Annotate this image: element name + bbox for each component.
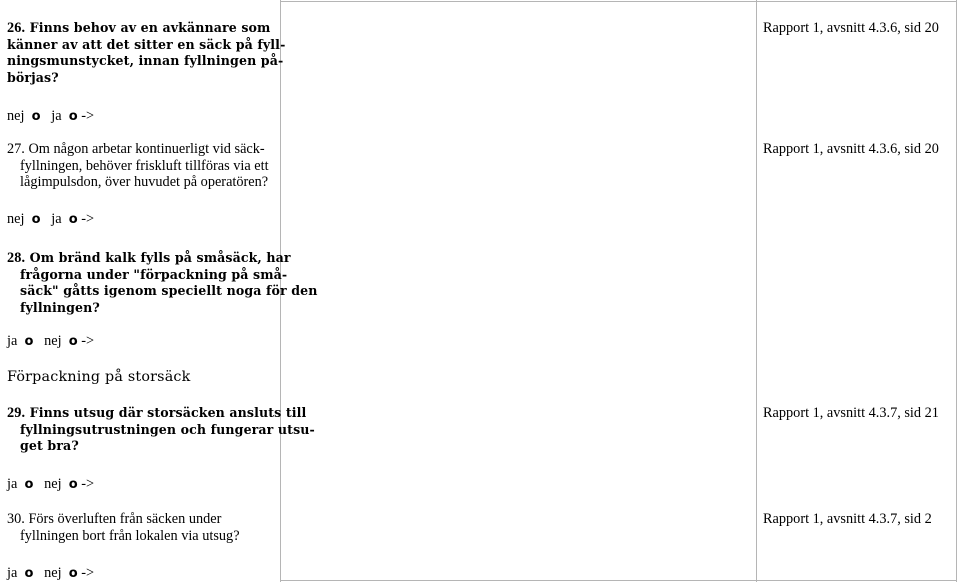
question-number: 28. — [7, 250, 26, 266]
option-label-no: nej — [44, 565, 62, 581]
option-label-yes: ja — [51, 108, 62, 124]
radio-yes[interactable]: o — [24, 477, 34, 492]
answer-options-30 — [7, 565, 94, 582]
question-30 — [7, 511, 282, 544]
question-29 — [7, 405, 315, 455]
column-divider-right — [756, 0, 757, 582]
question-text-line: ningsmunstycket, innan fyllningen på- — [7, 53, 284, 69]
question-text-line: känner av att det sitter en säck på fyll- — [7, 36, 286, 52]
question-text-line: Om bränd kalk fylls på småsäck, har — [29, 250, 291, 265]
question-28 — [7, 250, 318, 316]
table-right-border — [956, 0, 957, 582]
radio-no[interactable]: o — [31, 212, 41, 227]
question-text-line: fyllningen, behöver friskluft tillföras via ett — [20, 157, 269, 174]
question-27 — [7, 141, 282, 191]
question-text-line: Förs överluften från säcken under — [28, 511, 222, 527]
table-top-border — [280, 1, 957, 2]
option-label-no: nej — [7, 211, 25, 227]
option-label-yes: ja — [7, 333, 18, 349]
question-text-line: fyllningen bort från lokalen via utsug? — [20, 527, 240, 544]
question-number: 26. — [7, 20, 26, 36]
radio-yes[interactable]: o — [68, 212, 78, 227]
question-text-line: lågimpulsdon, över huvudet på operatören? — [20, 174, 269, 191]
question-text-line: frågorna under "förpackning på små- — [20, 266, 288, 282]
answer-options-29 — [7, 476, 94, 493]
radio-no[interactable]: o — [31, 109, 41, 124]
question-number: 27. — [7, 141, 25, 157]
arrow-marker: -> — [81, 333, 95, 349]
question-number: 30. — [7, 511, 25, 527]
question-text-line: Om någon arbetar kontinuerligt vid säck- — [28, 141, 265, 157]
radio-yes[interactable]: o — [24, 566, 34, 581]
section-heading: Förpackning på storsäck — [7, 369, 191, 385]
reference-29: Rapport 1, avsnitt 4.3.7, sid 21 — [763, 405, 939, 421]
question-text-line: Finns behov av en avkännare som — [29, 20, 271, 35]
option-label-yes: ja — [7, 565, 18, 581]
option-label-no: nej — [7, 108, 25, 124]
answer-options-26 — [7, 108, 94, 125]
question-text-line: fyllningsutrustningen och fungerar utsu- — [20, 421, 315, 437]
arrow-marker: -> — [81, 108, 95, 124]
question-text-line: get bra? — [20, 438, 79, 454]
question-text-line: Finns utsug där storsäcken ansluts till — [29, 405, 307, 420]
question-text-line: fyllningen? — [20, 299, 100, 315]
answer-options-27 — [7, 211, 94, 228]
radio-no[interactable]: o — [68, 334, 78, 349]
question-text-line: säck" gåtts igenom speciellt noga för den — [20, 283, 318, 299]
question-number: 29. — [7, 405, 26, 421]
radio-no[interactable]: o — [68, 566, 78, 581]
reference-26: Rapport 1, avsnitt 4.3.6, sid 20 — [763, 20, 939, 36]
question-text-line: börjas? — [7, 69, 59, 85]
arrow-marker: -> — [81, 476, 95, 492]
radio-no[interactable]: o — [68, 477, 78, 492]
answer-options-28 — [7, 333, 94, 350]
table-bottom-border — [280, 580, 957, 581]
option-label-no: nej — [44, 333, 62, 349]
radio-yes[interactable]: o — [68, 109, 78, 124]
radio-yes[interactable]: o — [24, 334, 34, 349]
option-label-no: nej — [44, 476, 62, 492]
option-label-yes: ja — [51, 211, 62, 227]
arrow-marker: -> — [81, 211, 95, 227]
arrow-marker: -> — [81, 565, 95, 581]
option-label-yes: ja — [7, 476, 18, 492]
reference-30: Rapport 1, avsnitt 4.3.7, sid 2 — [763, 511, 932, 527]
question-26 — [7, 20, 286, 86]
reference-27: Rapport 1, avsnitt 4.3.6, sid 20 — [763, 141, 939, 157]
